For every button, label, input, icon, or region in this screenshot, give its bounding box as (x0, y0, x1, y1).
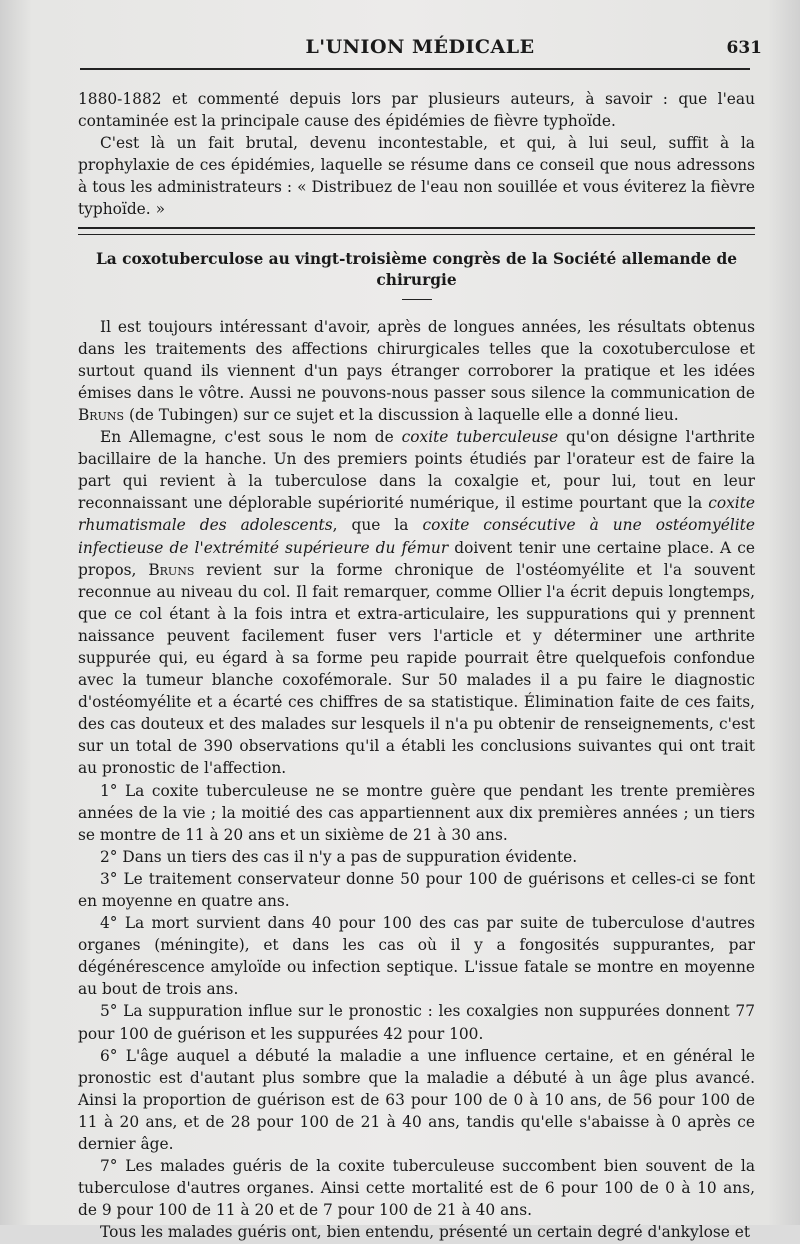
conclusion-3: 3° Le traitement conservateur donne 50 pour 100 de guérisons et celles-ci se font en moyenne en quatre ans. (78, 869, 755, 910)
title-rule (402, 299, 432, 300)
conclusion-2: 2° Dans un tiers des cas il n'y a pas de suppuration évidente. (100, 847, 578, 866)
body-text: revient sur la forme chronique de l'ostéomyélite et l'a souvent reconnue au niveau du col. Il fait remarquer, comme Ollier l'a écrit depuis longtemps, que ce col étant à la fois intra et extra-articulaire, les suppurations qui y prennent naissance peuvent facilement fuser vers l'article et y déterminer une arthrite suppurée qui, eu égard à sa forme peu rapide pourrait être quelquefois confondue avec la tumeur blanche coxofémorale. Sur 50 malades il a pu faire le diagnostic d'ostéomyélite et a écarté ces chiffres de sa statistique. Élimination faite de ces faits, des cas douteux et des malades sur lesquels il n'a pu obtenir de renseignements, c'est sur un total de 390 observations qu'il a établi les conclusions suivantes qui ont trait au pronostic de l'affection. (78, 560, 756, 778)
body-text: En Allemagne, c'est sous le nom de (100, 428, 394, 447)
intro-paragraph-1: 1880-1882 et commenté depuis lors par plusieurs auteurs, à savoir : que l'eau contaminée est la principale cause des épidémies de fièvre typhoïde. (78, 90, 755, 131)
body-paragraph-2 (78, 426, 755, 780)
page-number: 631 (726, 38, 762, 58)
section-divider (78, 227, 755, 235)
conclusion-6: 6° L'âge auquel a débuté la maladie a une influence certaine, et en général le pronostic est d'autant plus sombre que la maladie a débuté à un âge plus avancé. Ainsi la proportion de guérison est de 63 pour 100 de 0 à 10 ans, de 56 pour 100 de 11 à 20 ans, et de 28 pour 100 de 21 à 40 ans, tandis qu'elle s'abaisse à 0 après ce dernier âge. (78, 1046, 755, 1154)
body-text: Il est toujours intéressant d'avoir, après de longues années, les résultats obtenus dans les traitements des affections chirurgicales telles que la coxotuberculose et surtout quand ils viennent d'un pays étranger corroborer la pratique et les idées émises dans le vôtre. Aussi ne pouvons-nous passer sous silence la communication de (78, 317, 755, 402)
italic-term: coxite rhumatismale des adolescents (78, 494, 755, 535)
conclusion-1: 1° La coxite tuberculeuse ne se montre guère que pendant les trente premières années de la vie ; la moitié des cas appartiennent aux dix premières années ; un tiers se montre de 11 à 20 ans et un sixième de 21 à 30 ans. (78, 781, 755, 844)
italic-term: coxite tuberculeuse (401, 428, 559, 447)
section-title: La coxotuberculose au vingt-troisième congrès de la Société allemande de chirurgie (95, 249, 738, 289)
body-paragraph-1 (78, 316, 755, 426)
body-text: , que la (332, 516, 409, 535)
italic-term: coxite consécutive à une ostéomyélite infectieuse de l'extrémité supérieure du fémur (78, 516, 755, 557)
body-text: qu'on désigne l'arthrite bacillaire de la hanche. Un des premiers points étudiés par l'orateur est de faire la part qui revient à la tuberculose dans la coxalgie et, pour lui, tout en leur reconnaissant une déplorable supériorité numérique, il estime pourtant que la (78, 428, 755, 513)
conclusion-5: 5° La suppuration influe sur le pronostic : les coxalgies non suppurées donnent 77 pour 100 de guérison et les suppurées 42 pour 100. (78, 1002, 755, 1043)
conclusion-7: 7° Les malades guéris de la coxite tuberculeuse succombent bien souvent de la tuberculose d'autres organes. Ainsi cette mortalité est de 6 pour 100 de 0 à 10 ans, de 9 pour 100 de 11 à 20 et de 7 pour 100 de 21 à 40 ans. (78, 1157, 755, 1220)
header-rule (80, 68, 750, 70)
body-text: doivent tenir une certaine place. A ce propos, (78, 538, 755, 579)
article-content (78, 88, 755, 1244)
page-header (70, 36, 770, 66)
body-text: (de Tubingen) sur ce sujet et la discussion à laquelle elle a donné lieu. (128, 405, 679, 424)
closing-paragraph: Tous les malades guéris ont, bien entendu, présenté un certain degré d'ankylose et (100, 1223, 751, 1242)
journal-title: L'UNION MÉDICALE (305, 36, 535, 58)
author-name: Bruns (78, 405, 125, 424)
intro-paragraph-2: C'est là un fait brutal, devenu incontestable, et qui, à lui seul, suffit à la prophylaxie de ces épidémies, laquelle se résume dans ce conseil que nous adressons à tous les administrateurs : « Distribuez de l'eau non souillée et vous éviterez la fièvre typhoïde. » (78, 134, 755, 219)
author-name: Bruns (148, 560, 195, 579)
conclusion-4: 4° La mort survient dans 40 pour 100 des cas par suite de tuberculose d'autres organes (méningite), et dans les cas où il y a fongosités suppurantes, par dégénérescence amyloïde ou infection septique. L'issue fatale se montre en moyenne au bout de trois ans. (78, 914, 755, 999)
